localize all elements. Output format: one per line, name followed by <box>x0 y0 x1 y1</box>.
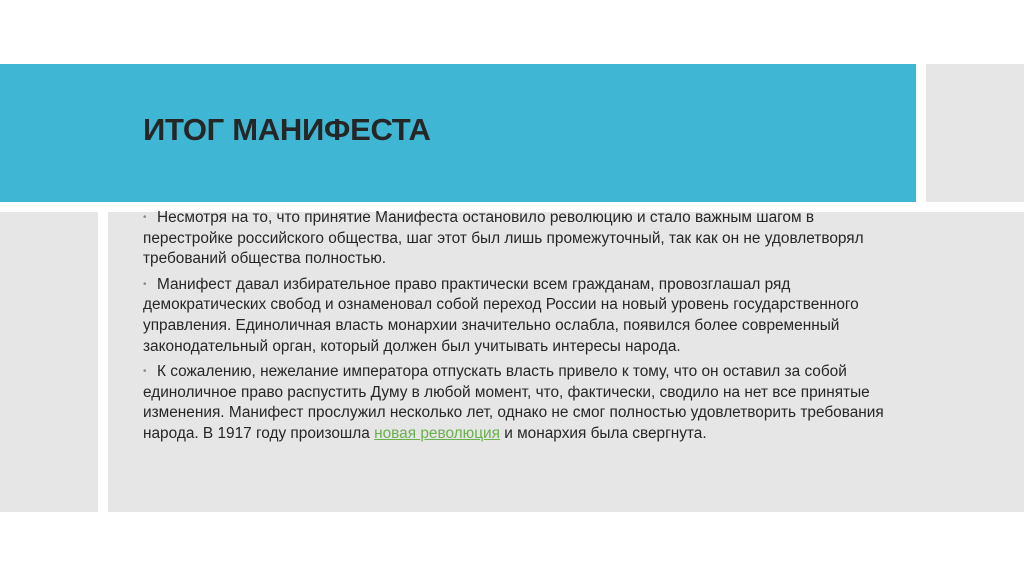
bullet-item-3 <box>143 362 895 444</box>
bullet-item-1 <box>143 208 895 270</box>
bullet-text-before-link: К сожалению, нежелание императора отпускать власть привело к тому, что он оставил за собой единоличное право распустить Думу в любой момент, что, фактически, сводило на нет все принятые изменения. Манифест прослужил несколько лет, однако не смог полностью удовлетворить требования народа. В 1917 году произошла <box>143 363 884 442</box>
bullet-icon: • <box>143 366 147 378</box>
bullet-text-after-link: и монархия была свергнута. <box>499 424 707 442</box>
bullet-text: Несмотря на то, что принятие Манифеста остановило революцию и стало важным шагом в перестройке российского общества, шаг этот был лишь промежуточный, так как он не удовлетворял требований общества полностью. <box>143 209 864 268</box>
revolution-link[interactable]: новая революция <box>374 424 500 442</box>
bullet-text: Манифест давал избирательное право практически всем гражданам, провозглашал ряд демократических свобод и ознаменовал собой переход России на новый уровень государственного управления. Единоличная власть монархии значительно ослабла, появился более современный законодательный орган, который должен был учитывать интересы народа. <box>143 275 859 355</box>
bullet-item-2 <box>143 275 895 357</box>
decorative-block-left <box>0 212 98 512</box>
bullet-icon: • <box>143 212 147 223</box>
bullet-icon: • <box>143 278 147 290</box>
slide-title: ИТОГ МАНИФЕСТА <box>143 112 431 147</box>
decorative-block-top-right <box>926 64 1024 202</box>
title-band <box>0 64 916 202</box>
bullet-list <box>143 208 895 450</box>
